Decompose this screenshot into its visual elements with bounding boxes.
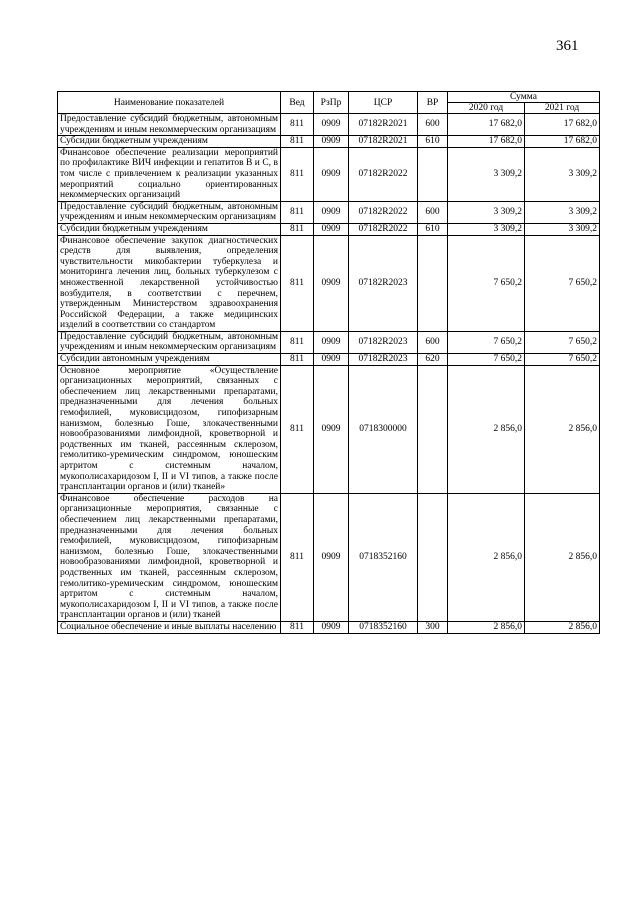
cell-sum-2021: 3 309,2 <box>525 147 600 201</box>
cell-ved: 811 <box>281 621 314 633</box>
cell-csr: 07182R2022 <box>349 223 418 235</box>
budget-table <box>57 91 600 634</box>
cell-name: Основное мероприятие «Осуществление организационных мероприятий, связанных с обеспечением лиц лекарственными препаратами, предназначенными для лечения больных гемофилией, муковисцидозом, гипофизарным нанизмом, болезнью Гоше, злокачественными новообразованиями лимфоидной, кроветворной и родственных им тканей, рассеянным склерозом, гемолитико-уремическим синдромом, юношеским артритом с системным началом, мукополисахаридозом I, II и VI типов, а также после трансплантации органов и (или) тканей» <box>58 365 281 493</box>
table-row <box>58 365 600 493</box>
cell-sum-2020: 2 856,0 <box>448 621 525 633</box>
cell-sum-2020: 7 650,2 <box>448 331 525 353</box>
page-number: 361 <box>556 38 579 54</box>
cell-ved: 811 <box>281 354 314 366</box>
table-row <box>58 354 600 366</box>
cell-rzpr: 0909 <box>314 201 349 223</box>
cell-vr <box>418 493 448 621</box>
cell-vr: 600 <box>418 201 448 223</box>
cell-rzpr: 0909 <box>314 493 349 621</box>
cell-rzpr: 0909 <box>314 621 349 633</box>
cell-sum-2020: 2 856,0 <box>448 365 525 493</box>
cell-sum-2021: 2 856,0 <box>525 365 600 493</box>
cell-name: Субсидии бюджетным учреждениям <box>58 223 281 235</box>
cell-csr: 07182R2021 <box>349 136 418 148</box>
header-csr: ЦСР <box>349 92 418 114</box>
cell-sum-2021: 3 309,2 <box>525 201 600 223</box>
cell-ved: 811 <box>281 223 314 235</box>
cell-name: Социальное обеспечение и иные выплаты населению <box>58 621 281 633</box>
cell-ved: 811 <box>281 201 314 223</box>
table-row <box>58 147 600 201</box>
cell-ved: 811 <box>281 493 314 621</box>
header-row <box>58 92 600 103</box>
cell-sum-2021: 3 309,2 <box>525 223 600 235</box>
cell-name: Предоставление субсидий бюджетным, автономным учреждениям и иным некоммерческим организациям <box>58 114 281 136</box>
cell-ved: 811 <box>281 147 314 201</box>
header-ved: Вед <box>281 92 314 114</box>
cell-name: Предоставление субсидий бюджетным, автономным учреждениям и иным некоммерческим организациям <box>58 331 281 353</box>
cell-sum-2020: 2 856,0 <box>448 493 525 621</box>
cell-vr: 610 <box>418 136 448 148</box>
cell-csr: 07182R2023 <box>349 235 418 331</box>
cell-sum-2021: 7 650,2 <box>525 354 600 366</box>
cell-name: Финансовое обеспечение расходов на организационные мероприятия, связанные с обеспечением лиц лекарственными препаратами, предназначенными для лечения больных гемофилией, муковисцидозом, гипофизарным нанизмом, болезнью Гоше, злокачественными новообразованиями лимфоидной, кроветворной и родственных им тканей, рассеянным склерозом, гемолитико-уремическим синдромом, юношеским артритом с системным началом, мукополисахаридозом I, II и VI типов, а также после трансплантации органов и (или) тканей <box>58 493 281 621</box>
cell-sum-2021: 17 682,0 <box>525 136 600 148</box>
cell-rzpr: 0909 <box>314 235 349 331</box>
cell-rzpr: 0909 <box>314 365 349 493</box>
cell-csr: 07182R2022 <box>349 201 418 223</box>
cell-csr: 0718352160 <box>349 621 418 633</box>
cell-csr: 0718300000 <box>349 365 418 493</box>
table-row <box>58 223 600 235</box>
cell-rzpr: 0909 <box>314 147 349 201</box>
cell-sum-2021: 2 856,0 <box>525 621 600 633</box>
cell-sum-2021: 7 650,2 <box>525 331 600 353</box>
cell-sum-2021: 17 682,0 <box>525 114 600 136</box>
cell-rzpr: 0909 <box>314 114 349 136</box>
cell-name: Финансовое обеспечение реализации мероприятий по профилактике ВИЧ инфекции и гепатитов B и C, в том числе с привлечением к реализации указанных мероприятий социально ориентированных некоммерческих организаций <box>58 147 281 201</box>
cell-csr: 07182R2023 <box>349 354 418 366</box>
cell-rzpr: 0909 <box>314 136 349 148</box>
table-row <box>58 235 600 331</box>
cell-sum-2021: 7 650,2 <box>525 235 600 331</box>
cell-rzpr: 0909 <box>314 354 349 366</box>
cell-ved: 811 <box>281 235 314 331</box>
header-2020: 2020 год <box>448 103 525 114</box>
cell-sum-2020: 7 650,2 <box>448 354 525 366</box>
cell-vr <box>418 365 448 493</box>
cell-vr: 600 <box>418 331 448 353</box>
cell-sum-2020: 3 309,2 <box>448 223 525 235</box>
cell-ved: 811 <box>281 331 314 353</box>
table-row <box>58 331 600 353</box>
cell-sum-2021: 2 856,0 <box>525 493 600 621</box>
table-row <box>58 621 600 633</box>
cell-sum-2020: 3 309,2 <box>448 147 525 201</box>
header-sum: Сумма <box>448 92 600 103</box>
cell-rzpr: 0909 <box>314 223 349 235</box>
cell-vr <box>418 235 448 331</box>
cell-sum-2020: 17 682,0 <box>448 114 525 136</box>
cell-rzpr: 0909 <box>314 331 349 353</box>
cell-csr: 07182R2022 <box>349 147 418 201</box>
cell-csr: 07182R2021 <box>349 114 418 136</box>
cell-vr: 610 <box>418 223 448 235</box>
cell-name: Предоставление субсидий бюджетным, автономным учреждениям и иным некоммерческим организациям <box>58 201 281 223</box>
cell-vr: 620 <box>418 354 448 366</box>
table-row <box>58 201 600 223</box>
cell-name: Субсидии бюджетным учреждениям <box>58 136 281 148</box>
header-name: Наименование показателей <box>58 92 281 114</box>
cell-sum-2020: 7 650,2 <box>448 235 525 331</box>
table-row <box>58 114 600 136</box>
cell-csr: 0718352160 <box>349 493 418 621</box>
table-row <box>58 493 600 621</box>
cell-ved: 811 <box>281 365 314 493</box>
cell-csr: 07182R2023 <box>349 331 418 353</box>
table-row <box>58 136 600 148</box>
table-body <box>58 114 600 634</box>
cell-ved: 811 <box>281 114 314 136</box>
cell-vr <box>418 147 448 201</box>
cell-name: Финансовое обеспечение закупок диагностических средств для выявления, определения чувствительности микобактерии туберкулеза и мониторинга лечения лиц, больных туберкулезом с множественной лекарственной устойчивостью возбудителя, в соответствии с перечнем, утвержденным Министерством здравоохранения Российской Федерации, а также медицинских изделий в соответствии со стандартом <box>58 235 281 331</box>
cell-sum-2020: 3 309,2 <box>448 201 525 223</box>
header-vr: ВР <box>418 92 448 114</box>
header-2021: 2021 год <box>525 103 600 114</box>
cell-name: Субсидии автономным учреждениям <box>58 354 281 366</box>
cell-ved: 811 <box>281 136 314 148</box>
cell-sum-2020: 17 682,0 <box>448 136 525 148</box>
header-rzpr: РзПр <box>314 92 349 114</box>
cell-vr: 300 <box>418 621 448 633</box>
cell-vr: 600 <box>418 114 448 136</box>
